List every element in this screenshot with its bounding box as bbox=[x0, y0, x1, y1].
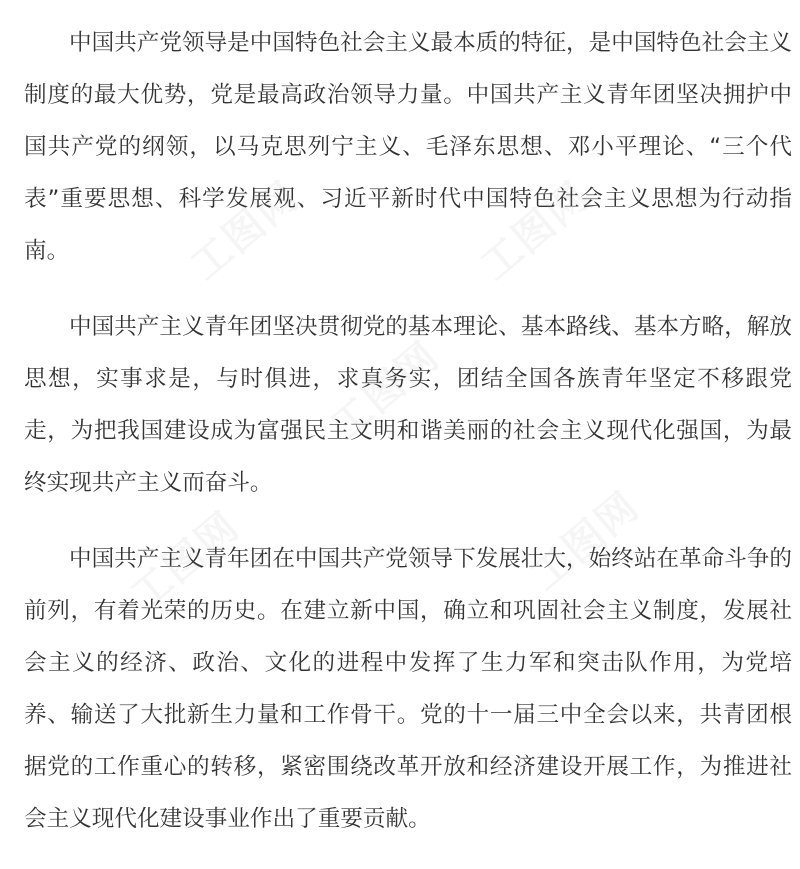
paragraph-3: 中国共产主义青年团在中国共产党领导下发展壮大，始终站在革命斗争的前列，有着光荣的历史。在建立新中国，确立和巩固社会主义制度，发展社会主义的经济、政治、文化的进程中发挥了生力军和突击队作用，为党培养、输送了大批新生力量和工作骨干。党的十一届三中全会以来，共青团根据党的工作重心的转移，紧密围绕改革开放和经济建设开展工作，为推进社会主义现代化建设事业作出了重要贡献。 bbox=[24, 546, 792, 832]
paragraph-2: 中国共产主义青年团坚决贯彻党的基本理论、基本路线、基本方略，解放思想，实事求是，与时俱进，求真务实，团结全国各族青年坚定不移跟党走，为把我国建设成为富强民主文明和谐美丽的社会主义现代化强国，为最终实现共产主义而奋斗。 bbox=[24, 314, 792, 496]
watermark-4: 工图网 bbox=[122, 503, 249, 620]
watermark-3: 工图网 bbox=[322, 333, 449, 450]
watermark-5: 工图网 bbox=[522, 483, 649, 600]
watermark-1: 工图网 bbox=[182, 173, 309, 290]
watermark-2: 工图网 bbox=[472, 173, 599, 290]
document-body bbox=[24, 17, 792, 869]
paragraph-1: 中国共产党领导是中国特色社会主义最本质的特征，是中国特色社会主义制度的最大优势，党是最高政治领导力量。中国共产主义青年团坚决拥护中国共产党的纲领，以马克思列宁主义、毛泽东思想、邓小平理论、“三个代表”重要思想、科学发展观、习近平新时代中国特色社会主义思想为行动指南。 bbox=[24, 30, 792, 264]
